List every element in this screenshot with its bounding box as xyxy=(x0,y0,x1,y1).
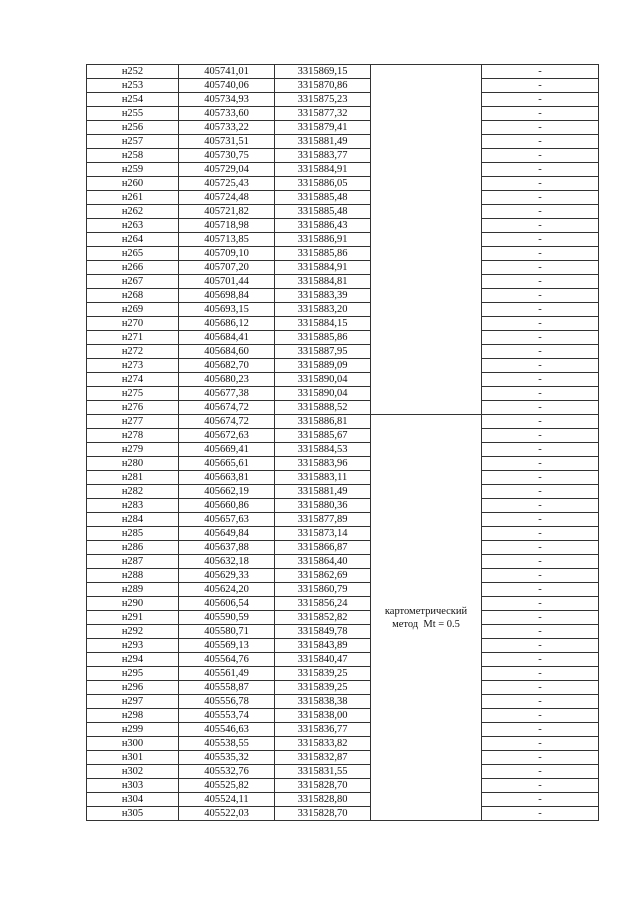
accuracy-value-cell: - xyxy=(482,751,599,765)
x-coordinate-cell: 405730,75 xyxy=(179,149,275,163)
x-coordinate-cell: 405741,01 xyxy=(179,65,275,79)
y-coordinate-cell: 3315886,43 xyxy=(275,219,371,233)
accuracy-value-cell: - xyxy=(482,443,599,457)
x-coordinate-cell: 405734,93 xyxy=(179,93,275,107)
y-coordinate-cell: 3315884,15 xyxy=(275,317,371,331)
y-coordinate-cell: 3315833,82 xyxy=(275,737,371,751)
table-row xyxy=(87,317,599,331)
table-row xyxy=(87,247,599,261)
accuracy-value-cell: - xyxy=(482,219,599,233)
y-coordinate-cell: 3315886,91 xyxy=(275,233,371,247)
point-id-cell: н276 xyxy=(87,401,179,415)
point-id-cell: н263 xyxy=(87,219,179,233)
accuracy-value-cell: - xyxy=(482,303,599,317)
point-id-cell: н283 xyxy=(87,499,179,513)
table-row xyxy=(87,513,599,527)
x-coordinate-cell: 405590,59 xyxy=(179,611,275,625)
point-id-cell: н271 xyxy=(87,331,179,345)
x-coordinate-cell: 405558,87 xyxy=(179,681,275,695)
table-row xyxy=(87,471,599,485)
table-row xyxy=(87,135,599,149)
accuracy-value-cell: - xyxy=(482,807,599,821)
accuracy-value-cell: - xyxy=(482,135,599,149)
table-row xyxy=(87,457,599,471)
table-row xyxy=(87,275,599,289)
accuracy-value-cell: - xyxy=(482,247,599,261)
x-coordinate-cell: 405663,81 xyxy=(179,471,275,485)
y-coordinate-cell: 3315836,77 xyxy=(275,723,371,737)
table-row xyxy=(87,793,599,807)
table-row xyxy=(87,779,599,793)
y-coordinate-cell: 3315890,04 xyxy=(275,387,371,401)
point-id-cell: н289 xyxy=(87,583,179,597)
table-row xyxy=(87,191,599,205)
table-row xyxy=(87,93,599,107)
coordinates-table xyxy=(86,64,599,821)
accuracy-value-cell: - xyxy=(482,555,599,569)
table-row xyxy=(87,611,599,625)
x-coordinate-cell: 405606,54 xyxy=(179,597,275,611)
accuracy-value-cell: - xyxy=(482,737,599,751)
y-coordinate-cell: 3315862,69 xyxy=(275,569,371,583)
method-name: картометрический xyxy=(384,605,468,617)
accuracy-value-cell: - xyxy=(482,583,599,597)
point-id-cell: н301 xyxy=(87,751,179,765)
accuracy-value-cell: - xyxy=(482,415,599,429)
y-coordinate-cell: 3315840,47 xyxy=(275,653,371,667)
point-id-cell: н267 xyxy=(87,275,179,289)
table-row xyxy=(87,233,599,247)
table-row xyxy=(87,373,599,387)
point-id-cell: н294 xyxy=(87,653,179,667)
y-coordinate-cell: 3315839,25 xyxy=(275,667,371,681)
point-id-cell: н253 xyxy=(87,79,179,93)
x-coordinate-cell: 405629,33 xyxy=(179,569,275,583)
y-coordinate-cell: 3315849,78 xyxy=(275,625,371,639)
y-coordinate-cell: 3315886,05 xyxy=(275,177,371,191)
point-id-cell: н268 xyxy=(87,289,179,303)
point-id-cell: н277 xyxy=(87,415,179,429)
accuracy-value-cell: - xyxy=(482,793,599,807)
table-row xyxy=(87,667,599,681)
table-row xyxy=(87,289,599,303)
x-coordinate-cell: 405680,23 xyxy=(179,373,275,387)
table-row xyxy=(87,205,599,219)
x-coordinate-cell: 405649,84 xyxy=(179,527,275,541)
table-row xyxy=(87,541,599,555)
point-id-cell: н297 xyxy=(87,695,179,709)
y-coordinate-cell: 3315864,40 xyxy=(275,555,371,569)
y-coordinate-cell: 3315880,36 xyxy=(275,499,371,513)
point-id-cell: н266 xyxy=(87,261,179,275)
table-row xyxy=(87,653,599,667)
x-coordinate-cell: 405564,76 xyxy=(179,653,275,667)
point-id-cell: н291 xyxy=(87,611,179,625)
y-coordinate-cell: 3315883,96 xyxy=(275,457,371,471)
accuracy-value-cell: - xyxy=(482,289,599,303)
point-id-cell: н269 xyxy=(87,303,179,317)
x-coordinate-cell: 405657,63 xyxy=(179,513,275,527)
point-id-cell: н254 xyxy=(87,93,179,107)
point-id-cell: н302 xyxy=(87,765,179,779)
table-row xyxy=(87,639,599,653)
table-row xyxy=(87,443,599,457)
x-coordinate-cell: 405707,20 xyxy=(179,261,275,275)
y-coordinate-cell: 3315832,87 xyxy=(275,751,371,765)
y-coordinate-cell: 3315885,86 xyxy=(275,247,371,261)
x-coordinate-cell: 405660,86 xyxy=(179,499,275,513)
accuracy-value-cell: - xyxy=(482,261,599,275)
accuracy-value-cell: - xyxy=(482,373,599,387)
y-coordinate-cell: 3315883,11 xyxy=(275,471,371,485)
y-coordinate-cell: 3315890,04 xyxy=(275,373,371,387)
x-coordinate-cell: 405525,82 xyxy=(179,779,275,793)
x-coordinate-cell: 405686,12 xyxy=(179,317,275,331)
y-coordinate-cell: 3315877,32 xyxy=(275,107,371,121)
coordinates-table-body xyxy=(87,65,599,821)
point-id-cell: н298 xyxy=(87,709,179,723)
point-id-cell: н279 xyxy=(87,443,179,457)
accuracy-value-cell: - xyxy=(482,121,599,135)
table-row xyxy=(87,107,599,121)
x-coordinate-cell: 405553,74 xyxy=(179,709,275,723)
point-id-cell: н259 xyxy=(87,163,179,177)
accuracy-value-cell: - xyxy=(482,527,599,541)
point-id-cell: н304 xyxy=(87,793,179,807)
y-coordinate-cell: 3315838,38 xyxy=(275,695,371,709)
x-coordinate-cell: 405718,98 xyxy=(179,219,275,233)
point-id-cell: н273 xyxy=(87,359,179,373)
accuracy-value-cell: - xyxy=(482,695,599,709)
table-row xyxy=(87,751,599,765)
accuracy-value-cell: - xyxy=(482,191,599,205)
table-row xyxy=(87,121,599,135)
x-coordinate-cell: 405701,44 xyxy=(179,275,275,289)
y-coordinate-cell: 3315889,09 xyxy=(275,359,371,373)
point-id-cell: н280 xyxy=(87,457,179,471)
x-coordinate-cell: 405569,13 xyxy=(179,639,275,653)
table-row xyxy=(87,709,599,723)
x-coordinate-cell: 405580,71 xyxy=(179,625,275,639)
x-coordinate-cell: 405721,82 xyxy=(179,205,275,219)
accuracy-value-cell: - xyxy=(482,723,599,737)
x-coordinate-cell: 405682,70 xyxy=(179,359,275,373)
x-coordinate-cell: 405665,61 xyxy=(179,457,275,471)
table-row xyxy=(87,695,599,709)
x-coordinate-cell: 405522,03 xyxy=(179,807,275,821)
method-cell xyxy=(371,415,482,821)
table-row xyxy=(87,65,599,79)
x-coordinate-cell: 405677,38 xyxy=(179,387,275,401)
table-row xyxy=(87,681,599,695)
y-coordinate-cell: 3315828,70 xyxy=(275,807,371,821)
y-coordinate-cell: 3315883,20 xyxy=(275,303,371,317)
x-coordinate-cell: 405733,60 xyxy=(179,107,275,121)
point-id-cell: н292 xyxy=(87,625,179,639)
table-row xyxy=(87,429,599,443)
accuracy-value-cell: - xyxy=(482,205,599,219)
point-id-cell: н270 xyxy=(87,317,179,331)
accuracy-value-cell: - xyxy=(482,163,599,177)
accuracy-value-cell: - xyxy=(482,79,599,93)
table-row xyxy=(87,401,599,415)
accuracy-value-cell: - xyxy=(482,65,599,79)
point-id-cell: н278 xyxy=(87,429,179,443)
y-coordinate-cell: 3315884,53 xyxy=(275,443,371,457)
y-coordinate-cell: 3315888,52 xyxy=(275,401,371,415)
accuracy-value-cell: - xyxy=(482,485,599,499)
point-id-cell: н262 xyxy=(87,205,179,219)
x-coordinate-cell: 405740,06 xyxy=(179,79,275,93)
table-row xyxy=(87,261,599,275)
table-row xyxy=(87,737,599,751)
point-id-cell: н264 xyxy=(87,233,179,247)
point-id-cell: н258 xyxy=(87,149,179,163)
y-coordinate-cell: 3315828,70 xyxy=(275,779,371,793)
table-row xyxy=(87,79,599,93)
accuracy-value-cell: - xyxy=(482,401,599,415)
accuracy-value-cell: - xyxy=(482,457,599,471)
x-coordinate-cell: 405672,63 xyxy=(179,429,275,443)
x-coordinate-cell: 405524,11 xyxy=(179,793,275,807)
accuracy-value-cell: - xyxy=(482,709,599,723)
y-coordinate-cell: 3315843,89 xyxy=(275,639,371,653)
accuracy-value-cell: - xyxy=(482,345,599,359)
method-accuracy: метод Mt = 0.5 xyxy=(392,618,460,630)
accuracy-value-cell: - xyxy=(482,681,599,695)
accuracy-value-cell: - xyxy=(482,429,599,443)
x-coordinate-cell: 405674,72 xyxy=(179,415,275,429)
table-row xyxy=(87,485,599,499)
accuracy-value-cell: - xyxy=(482,569,599,583)
point-id-cell: н281 xyxy=(87,471,179,485)
accuracy-value-cell: - xyxy=(482,387,599,401)
y-coordinate-cell: 3315866,87 xyxy=(275,541,371,555)
point-id-cell: н284 xyxy=(87,513,179,527)
x-coordinate-cell: 405725,43 xyxy=(179,177,275,191)
table-row xyxy=(87,303,599,317)
x-coordinate-cell: 405556,78 xyxy=(179,695,275,709)
table-row xyxy=(87,359,599,373)
point-id-cell: н305 xyxy=(87,807,179,821)
accuracy-value-cell: - xyxy=(482,541,599,555)
accuracy-value-cell: - xyxy=(482,471,599,485)
y-coordinate-cell: 3315887,95 xyxy=(275,345,371,359)
y-coordinate-cell: 3315831,55 xyxy=(275,765,371,779)
point-id-cell: н260 xyxy=(87,177,179,191)
x-coordinate-cell: 405561,49 xyxy=(179,667,275,681)
accuracy-value-cell: - xyxy=(482,667,599,681)
accuracy-value-cell: - xyxy=(482,317,599,331)
accuracy-value-cell: - xyxy=(482,653,599,667)
y-coordinate-cell: 3315877,89 xyxy=(275,513,371,527)
y-coordinate-cell: 3315869,15 xyxy=(275,65,371,79)
x-coordinate-cell: 405535,32 xyxy=(179,751,275,765)
x-coordinate-cell: 405538,55 xyxy=(179,737,275,751)
point-id-cell: н295 xyxy=(87,667,179,681)
y-coordinate-cell: 3315885,48 xyxy=(275,205,371,219)
accuracy-value-cell: - xyxy=(482,107,599,121)
table-row xyxy=(87,219,599,233)
accuracy-value-cell: - xyxy=(482,93,599,107)
y-coordinate-cell: 3315886,81 xyxy=(275,415,371,429)
y-coordinate-cell: 3315839,25 xyxy=(275,681,371,695)
point-id-cell: н288 xyxy=(87,569,179,583)
point-id-cell: н274 xyxy=(87,373,179,387)
point-id-cell: н299 xyxy=(87,723,179,737)
x-coordinate-cell: 405731,51 xyxy=(179,135,275,149)
x-coordinate-cell: 405698,84 xyxy=(179,289,275,303)
point-id-cell: н285 xyxy=(87,527,179,541)
y-coordinate-cell: 3315885,67 xyxy=(275,429,371,443)
point-id-cell: н282 xyxy=(87,485,179,499)
x-coordinate-cell: 405546,63 xyxy=(179,723,275,737)
accuracy-value-cell: - xyxy=(482,275,599,289)
point-id-cell: н303 xyxy=(87,779,179,793)
accuracy-value-cell: - xyxy=(482,639,599,653)
accuracy-value-cell: - xyxy=(482,625,599,639)
point-id-cell: н265 xyxy=(87,247,179,261)
accuracy-value-cell: - xyxy=(482,513,599,527)
table-row xyxy=(87,149,599,163)
y-coordinate-cell: 3315856,24 xyxy=(275,597,371,611)
y-coordinate-cell: 3315875,23 xyxy=(275,93,371,107)
x-coordinate-cell: 405662,19 xyxy=(179,485,275,499)
y-coordinate-cell: 3315884,91 xyxy=(275,163,371,177)
accuracy-value-cell: - xyxy=(482,359,599,373)
table-row xyxy=(87,723,599,737)
point-id-cell: н286 xyxy=(87,541,179,555)
point-id-cell: н272 xyxy=(87,345,179,359)
x-coordinate-cell: 405684,41 xyxy=(179,331,275,345)
x-coordinate-cell: 405709,10 xyxy=(179,247,275,261)
table-row xyxy=(87,499,599,513)
x-coordinate-cell: 405632,18 xyxy=(179,555,275,569)
table-row xyxy=(87,625,599,639)
x-coordinate-cell: 405729,04 xyxy=(179,163,275,177)
point-id-cell: н255 xyxy=(87,107,179,121)
y-coordinate-cell: 3315879,41 xyxy=(275,121,371,135)
table-row xyxy=(87,415,599,429)
x-coordinate-cell: 405624,20 xyxy=(179,583,275,597)
y-coordinate-cell: 3315828,80 xyxy=(275,793,371,807)
table-row xyxy=(87,569,599,583)
point-id-cell: н290 xyxy=(87,597,179,611)
x-coordinate-cell: 405669,41 xyxy=(179,443,275,457)
y-coordinate-cell: 3315852,82 xyxy=(275,611,371,625)
table-row xyxy=(87,387,599,401)
point-id-cell: н257 xyxy=(87,135,179,149)
y-coordinate-cell: 3315838,00 xyxy=(275,709,371,723)
accuracy-value-cell: - xyxy=(482,765,599,779)
table-row xyxy=(87,583,599,597)
point-id-cell: н275 xyxy=(87,387,179,401)
table-row xyxy=(87,345,599,359)
method-cell-empty xyxy=(371,65,482,415)
y-coordinate-cell: 3315883,77 xyxy=(275,149,371,163)
point-id-cell: н252 xyxy=(87,65,179,79)
accuracy-value-cell: - xyxy=(482,331,599,345)
table-row xyxy=(87,765,599,779)
y-coordinate-cell: 3315860,79 xyxy=(275,583,371,597)
accuracy-value-cell: - xyxy=(482,779,599,793)
table-row xyxy=(87,177,599,191)
x-coordinate-cell: 405532,76 xyxy=(179,765,275,779)
x-coordinate-cell: 405684,60 xyxy=(179,345,275,359)
point-id-cell: н296 xyxy=(87,681,179,695)
accuracy-value-cell: - xyxy=(482,499,599,513)
x-coordinate-cell: 405724,48 xyxy=(179,191,275,205)
point-id-cell: н256 xyxy=(87,121,179,135)
point-id-cell: н300 xyxy=(87,737,179,751)
accuracy-value-cell: - xyxy=(482,611,599,625)
y-coordinate-cell: 3315884,81 xyxy=(275,275,371,289)
x-coordinate-cell: 405733,22 xyxy=(179,121,275,135)
accuracy-value-cell: - xyxy=(482,597,599,611)
x-coordinate-cell: 405674,72 xyxy=(179,401,275,415)
point-id-cell: н287 xyxy=(87,555,179,569)
y-coordinate-cell: 3315885,86 xyxy=(275,331,371,345)
accuracy-value-cell: - xyxy=(482,233,599,247)
table-row xyxy=(87,527,599,541)
point-id-cell: н261 xyxy=(87,191,179,205)
table-row xyxy=(87,331,599,345)
table-row xyxy=(87,597,599,611)
y-coordinate-cell: 3315884,91 xyxy=(275,261,371,275)
table-row xyxy=(87,555,599,569)
x-coordinate-cell: 405693,15 xyxy=(179,303,275,317)
accuracy-value-cell: - xyxy=(482,177,599,191)
y-coordinate-cell: 3315883,39 xyxy=(275,289,371,303)
x-coordinate-cell: 405713,85 xyxy=(179,233,275,247)
table-row xyxy=(87,163,599,177)
point-id-cell: н293 xyxy=(87,639,179,653)
x-coordinate-cell: 405637,88 xyxy=(179,541,275,555)
y-coordinate-cell: 3315885,48 xyxy=(275,191,371,205)
y-coordinate-cell: 3315881,49 xyxy=(275,135,371,149)
y-coordinate-cell: 3315873,14 xyxy=(275,527,371,541)
table-row xyxy=(87,807,599,821)
y-coordinate-cell: 3315870,86 xyxy=(275,79,371,93)
accuracy-value-cell: - xyxy=(482,149,599,163)
y-coordinate-cell: 3315881,49 xyxy=(275,485,371,499)
